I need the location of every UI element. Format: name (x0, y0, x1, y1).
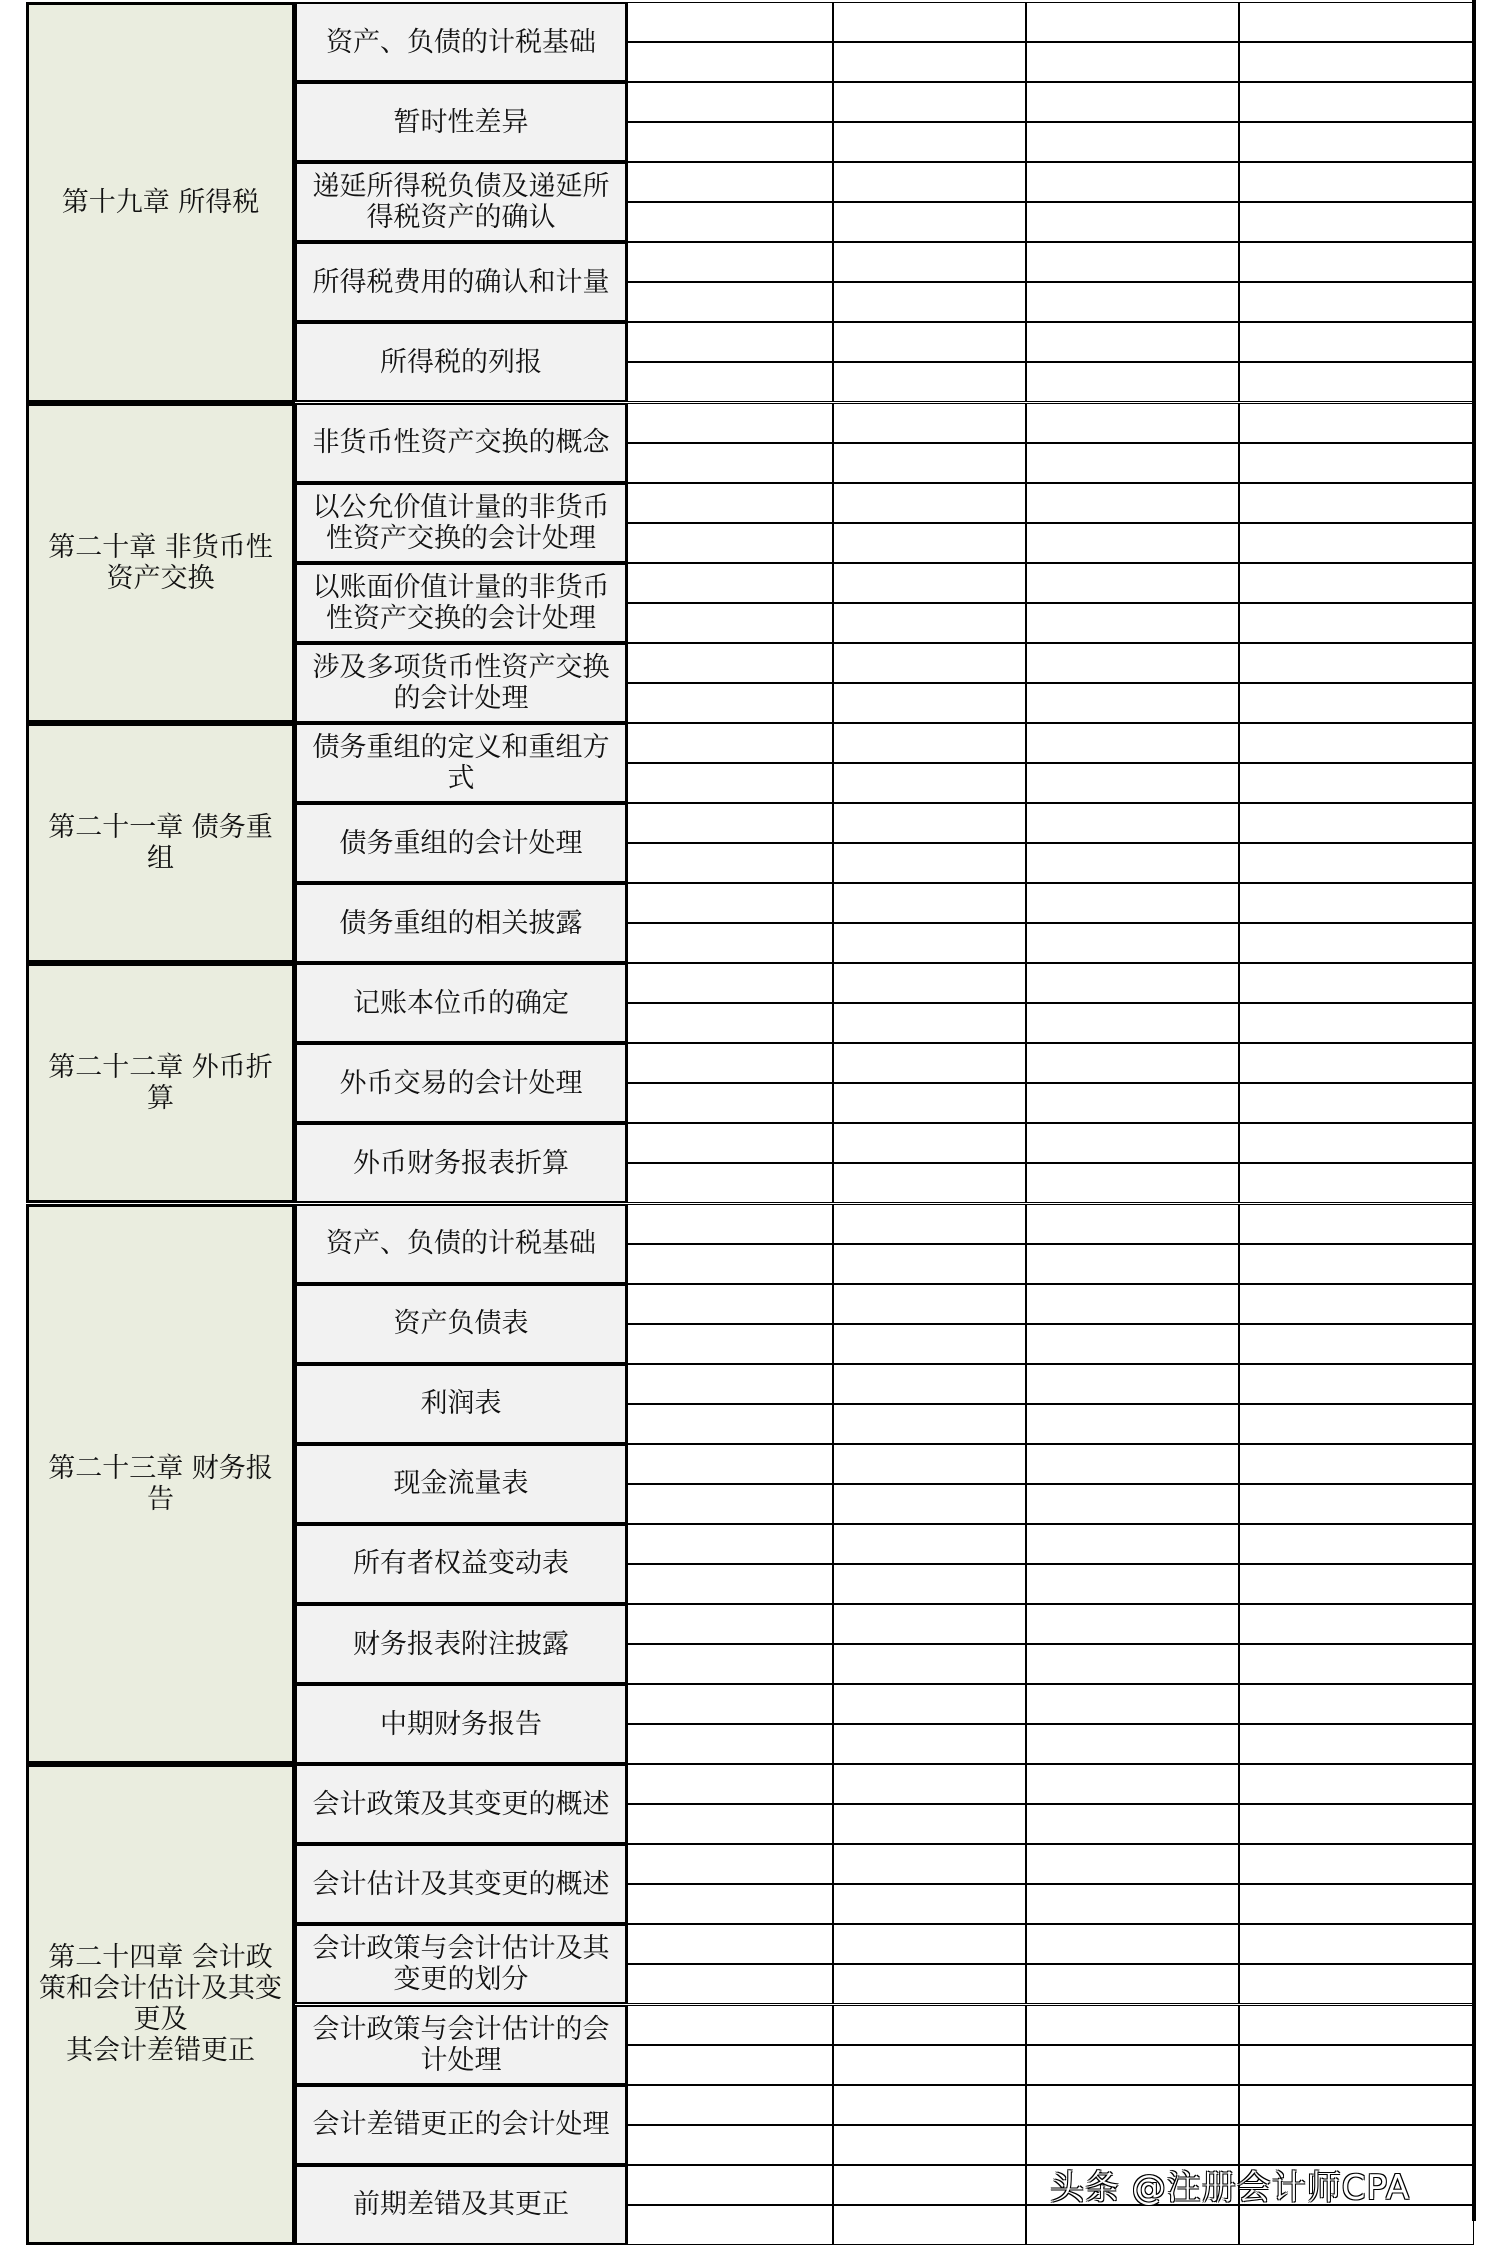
blank-cell[interactable] (1239, 843, 1474, 883)
blank-cell[interactable] (1239, 563, 1474, 603)
blank-cell[interactable] (627, 2125, 833, 2165)
blank-cell[interactable] (1026, 803, 1239, 843)
blank-cell[interactable] (627, 443, 833, 483)
blank-cell[interactable] (1026, 1684, 1239, 1724)
blank-cell[interactable] (1239, 1324, 1474, 1364)
blank-cell[interactable] (1239, 362, 1474, 402)
blank-cell[interactable] (627, 2085, 833, 2125)
topic-cell: 所有者权益变动表 (295, 1524, 627, 1604)
blank-cell[interactable] (1026, 1644, 1239, 1684)
blank-cell[interactable] (1026, 683, 1239, 723)
blank-cell[interactable] (1239, 683, 1474, 723)
topic-cell: 债务重组的会计处理 (295, 803, 627, 883)
blank-cell[interactable] (1239, 1484, 1474, 1524)
topic-cell: 所得税费用的确认和计量 (295, 242, 627, 322)
blank-cell[interactable] (1239, 1844, 1474, 1884)
blank-cell[interactable] (1239, 1684, 1474, 1724)
blank-cell[interactable] (627, 683, 833, 723)
blank-cell[interactable] (1239, 1764, 1474, 1804)
topic-cell: 以公允价值计量的非货币性资产交换的会计处理 (295, 483, 627, 563)
blank-cell[interactable] (1239, 1884, 1474, 1924)
blank-cell[interactable] (1239, 883, 1474, 923)
watermark: 头条 @注册会计师CPA (1050, 2168, 1411, 2208)
blank-cell[interactable] (833, 723, 1026, 763)
blank-cell[interactable] (1026, 523, 1239, 563)
blank-cell[interactable] (1239, 1564, 1474, 1604)
blank-cell[interactable] (1239, 2085, 1474, 2125)
chapter-title: 第二十四章 会计政策和会计估计及其变更及 其会计差错更正 (26, 1764, 295, 2245)
blank-cell[interactable] (627, 1924, 833, 1964)
blank-cell[interactable] (627, 843, 833, 883)
blank-cell[interactable] (833, 1644, 1026, 1684)
blank-cell[interactable] (1026, 1284, 1239, 1324)
blank-cell[interactable] (833, 2125, 1026, 2165)
blank-cell[interactable] (627, 2, 833, 42)
blank-cell[interactable] (1026, 1364, 1239, 1404)
blank-cell[interactable] (1239, 162, 1474, 202)
blank-cell[interactable] (1026, 643, 1239, 683)
blank-cell[interactable] (1239, 1163, 1474, 1203)
blank-cell[interactable] (627, 242, 833, 282)
blank-cell[interactable] (833, 443, 1026, 483)
blank-cell[interactable] (1026, 2045, 1239, 2085)
blank-cell[interactable] (1239, 1604, 1474, 1644)
blank-cell[interactable] (627, 1324, 833, 1364)
blank-cell[interactable] (1026, 1003, 1239, 1043)
topic-cell: 递延所得税负债及递延所得税资产的确认 (295, 162, 627, 242)
blank-cell[interactable] (833, 1284, 1026, 1324)
chapter-title: 第二十三章 财务报告 (26, 1204, 295, 1765)
blank-cell[interactable] (627, 923, 833, 963)
blank-cell[interactable] (833, 1204, 1026, 1244)
blank-cell[interactable] (1026, 2125, 1239, 2165)
blank-cell[interactable] (627, 403, 833, 443)
blank-cell[interactable] (1239, 1524, 1474, 1564)
blank-cell[interactable] (1239, 122, 1474, 162)
topic-cell: 中期财务报告 (295, 1684, 627, 1764)
blank-cell[interactable] (1239, 1003, 1474, 1043)
blank-cell[interactable] (627, 963, 833, 1003)
topic-cell: 所得税的列报 (295, 322, 627, 402)
blank-cell[interactable] (833, 563, 1026, 603)
blank-cell[interactable] (627, 723, 833, 763)
blank-cell[interactable] (1026, 723, 1239, 763)
blank-cell[interactable] (833, 2205, 1026, 2245)
blank-cell[interactable] (1239, 1364, 1474, 1404)
blank-cell[interactable] (833, 523, 1026, 563)
topic-cell: 债务重组的相关披露 (295, 883, 627, 963)
blank-cell[interactable] (1026, 362, 1239, 402)
chapter-title: 第二十章 非货币性资产交换 (26, 403, 295, 723)
blank-cell[interactable] (627, 322, 833, 362)
blank-cell[interactable] (1239, 803, 1474, 843)
blank-cell[interactable] (627, 2045, 833, 2085)
blank-cell[interactable] (833, 1003, 1026, 1043)
blank-cell[interactable] (627, 362, 833, 402)
blank-cell[interactable] (1239, 2045, 1474, 2085)
blank-cell[interactable] (1026, 1123, 1239, 1163)
blank-cell[interactable] (833, 202, 1026, 242)
blank-cell[interactable] (833, 1964, 1026, 2004)
topic-cell: 会计差错更正的会计处理 (295, 2085, 627, 2165)
blank-cell[interactable] (627, 883, 833, 923)
blank-cell[interactable] (833, 923, 1026, 963)
blank-cell[interactable] (833, 803, 1026, 843)
table-right-border (1472, 0, 1476, 2221)
blank-cell[interactable] (833, 1884, 1026, 1924)
blank-cell[interactable] (833, 1163, 1026, 1203)
blank-cell[interactable] (1026, 2, 1239, 42)
topic-cell: 外币交易的会计处理 (295, 1043, 627, 1123)
chapter-title: 第十九章 所得税 (26, 2, 295, 403)
blank-cell[interactable] (1026, 242, 1239, 282)
blank-cell[interactable] (833, 162, 1026, 202)
topic-cell: 财务报表附注披露 (295, 1604, 627, 1684)
topic-cell: 外币财务报表折算 (295, 1123, 627, 1203)
blank-cell[interactable] (1026, 1604, 1239, 1644)
blank-cell[interactable] (627, 1964, 833, 2004)
blank-cell[interactable] (1026, 763, 1239, 803)
blank-cell[interactable] (1239, 82, 1474, 122)
blank-cell[interactable] (627, 162, 833, 202)
blank-cell[interactable] (1026, 923, 1239, 963)
topic-cell: 资产、负债的计税基础 (295, 1204, 627, 1284)
blank-cell[interactable] (833, 242, 1026, 282)
blank-cell[interactable] (1026, 1444, 1239, 1484)
blank-cell[interactable] (1026, 1484, 1239, 1524)
blank-cell[interactable] (833, 1444, 1026, 1484)
blank-cell[interactable] (833, 1043, 1026, 1083)
blank-cell[interactable] (1026, 403, 1239, 443)
blank-cell[interactable] (1239, 1644, 1474, 1684)
blank-cell[interactable] (627, 82, 833, 122)
blank-cell[interactable] (627, 483, 833, 523)
blank-cell[interactable] (1026, 883, 1239, 923)
blank-cell[interactable] (627, 1564, 833, 1604)
blank-cell[interactable] (1026, 1764, 1239, 1804)
blank-cell[interactable] (833, 1364, 1026, 1404)
blank-cell[interactable] (1239, 2125, 1474, 2165)
blank-cell[interactable] (627, 1123, 833, 1163)
blank-cell[interactable] (833, 362, 1026, 402)
blank-cell[interactable] (627, 1804, 833, 1844)
blank-cell[interactable] (1239, 603, 1474, 643)
blank-cell[interactable] (1239, 483, 1474, 523)
blank-cell[interactable] (627, 1043, 833, 1083)
blank-cell[interactable] (1239, 523, 1474, 563)
blank-cell[interactable] (833, 1924, 1026, 1964)
blank-cell[interactable] (833, 1804, 1026, 1844)
blank-cell[interactable] (833, 763, 1026, 803)
blank-cell[interactable] (1026, 1043, 1239, 1083)
blank-cell[interactable] (833, 2005, 1026, 2045)
blank-cell[interactable] (833, 643, 1026, 683)
blank-cell[interactable] (1026, 1804, 1239, 1844)
blank-cell[interactable] (833, 2085, 1026, 2125)
blank-cell[interactable] (627, 603, 833, 643)
blank-cell[interactable] (1026, 443, 1239, 483)
blank-cell[interactable] (833, 603, 1026, 643)
blank-cell[interactable] (627, 1604, 833, 1644)
blank-cell[interactable] (1239, 923, 1474, 963)
blank-cell[interactable] (833, 683, 1026, 723)
blank-cell[interactable] (1026, 1724, 1239, 1764)
blank-cell[interactable] (833, 1484, 1026, 1524)
topic-cell: 现金流量表 (295, 1444, 627, 1524)
blank-cell[interactable] (1239, 1043, 1474, 1083)
blank-cell[interactable] (1239, 42, 1474, 82)
blank-cell[interactable] (1239, 242, 1474, 282)
topic-cell: 资产负债表 (295, 1284, 627, 1364)
blank-cell[interactable] (1239, 1964, 1474, 2004)
blank-cell[interactable] (833, 403, 1026, 443)
blank-cell[interactable] (1026, 1844, 1239, 1884)
blank-cell[interactable] (627, 1844, 833, 1884)
blank-cell[interactable] (1026, 1244, 1239, 1284)
blank-cell[interactable] (1239, 322, 1474, 362)
blank-cell[interactable] (1026, 2205, 1239, 2245)
blank-cell[interactable] (627, 122, 833, 162)
blank-cell[interactable] (1239, 1804, 1474, 1844)
blank-cell[interactable] (1239, 2205, 1474, 2245)
blank-cell[interactable] (627, 1884, 833, 1924)
topic-cell: 以账面价值计量的非货币性资产交换的会计处理 (295, 563, 627, 643)
blank-cell[interactable] (1239, 2, 1474, 42)
topic-cell: 会计估计及其变更的概述 (295, 1844, 627, 1924)
blank-cell[interactable] (833, 82, 1026, 122)
blank-cell[interactable] (833, 322, 1026, 362)
blank-cell[interactable] (1239, 2005, 1474, 2045)
blank-cell[interactable] (627, 1724, 833, 1764)
blank-cell[interactable] (1239, 723, 1474, 763)
blank-cell[interactable] (1239, 1404, 1474, 1444)
blank-cell[interactable] (1026, 563, 1239, 603)
blank-cell[interactable] (627, 202, 833, 242)
blank-cell[interactable] (1239, 643, 1474, 683)
blank-cell[interactable] (1026, 202, 1239, 242)
blank-cell[interactable] (833, 1083, 1026, 1123)
blank-cell[interactable] (627, 1284, 833, 1324)
blank-cell[interactable] (1026, 1884, 1239, 1924)
blank-cell[interactable] (833, 843, 1026, 883)
blank-cell[interactable] (627, 1204, 833, 1244)
blank-cell[interactable] (1026, 2005, 1239, 2045)
topic-cell: 债务重组的定义和重组方式 (295, 723, 627, 803)
blank-cell[interactable] (833, 1244, 1026, 1284)
blank-cell[interactable] (833, 1324, 1026, 1364)
topic-cell: 会计政策与会计估计的会计处理 (295, 2005, 627, 2085)
blank-cell[interactable] (627, 1404, 833, 1444)
blank-cell[interactable] (627, 42, 833, 82)
blank-cell[interactable] (1239, 1444, 1474, 1484)
chapter-title: 第二十一章 债务重组 (26, 723, 295, 963)
blank-cell[interactable] (1239, 443, 1474, 483)
blank-cell[interactable] (1239, 1204, 1474, 1244)
blank-cell[interactable] (1239, 963, 1474, 1003)
blank-cell[interactable] (1239, 403, 1474, 443)
blank-cell[interactable] (1026, 82, 1239, 122)
topic-cell: 利润表 (295, 1364, 627, 1444)
blank-cell[interactable] (1026, 1404, 1239, 1444)
blank-cell[interactable] (1026, 1204, 1239, 1244)
blank-cell[interactable] (1239, 1284, 1474, 1324)
blank-cell[interactable] (627, 1644, 833, 1684)
topic-cell: 会计政策及其变更的概述 (295, 1764, 627, 1844)
blank-cell[interactable] (627, 1484, 833, 1524)
blank-cell[interactable] (627, 523, 833, 563)
blank-cell[interactable] (833, 1524, 1026, 1564)
blank-cell[interactable] (627, 643, 833, 683)
blank-cell[interactable] (833, 282, 1026, 322)
blank-cell[interactable] (1239, 1924, 1474, 1964)
blank-cell[interactable] (1239, 282, 1474, 322)
blank-cell[interactable] (627, 2005, 833, 2045)
blank-cell[interactable] (1026, 162, 1239, 202)
blank-cell[interactable] (833, 2, 1026, 42)
chapter-title: 第二十二章 外币折算 (26, 963, 295, 1203)
blank-cell[interactable] (1026, 963, 1239, 1003)
blank-cell[interactable] (1239, 1083, 1474, 1123)
blank-cell[interactable] (627, 763, 833, 803)
topic-cell: 会计政策与会计估计及其变更的划分 (295, 1924, 627, 2004)
blank-cell[interactable] (1239, 202, 1474, 242)
blank-cell[interactable] (627, 1684, 833, 1724)
topic-cell: 涉及多项货币性资产交换的会计处理 (295, 643, 627, 723)
blank-cell[interactable] (833, 883, 1026, 923)
blank-cell[interactable] (1026, 1564, 1239, 1604)
blank-cell[interactable] (1026, 603, 1239, 643)
blank-cell[interactable] (833, 483, 1026, 523)
blank-cell[interactable] (1026, 122, 1239, 162)
blank-cell[interactable] (1239, 1724, 1474, 1764)
blank-cell[interactable] (1026, 322, 1239, 362)
blank-cell[interactable] (1026, 1083, 1239, 1123)
blank-cell[interactable] (833, 1844, 1026, 1884)
blank-cell[interactable] (627, 2165, 833, 2205)
blank-cell[interactable] (833, 1123, 1026, 1163)
blank-cell[interactable] (627, 1764, 833, 1804)
blank-cell[interactable] (1026, 1964, 1239, 2004)
blank-cell[interactable] (1239, 1123, 1474, 1163)
blank-cell[interactable] (1026, 1163, 1239, 1203)
blank-cell[interactable] (833, 1604, 1026, 1644)
blank-cell[interactable] (833, 1564, 1026, 1604)
topic-cell: 暂时性差异 (295, 82, 627, 162)
topic-cell: 记账本位币的确定 (295, 963, 627, 1043)
blank-cell[interactable] (627, 1003, 833, 1043)
topic-cell: 资产、负债的计税基础 (295, 2, 627, 82)
blank-cell[interactable] (627, 803, 833, 843)
blank-cell[interactable] (833, 1764, 1026, 1804)
blank-cell[interactable] (833, 122, 1026, 162)
blank-cell[interactable] (627, 1244, 833, 1284)
blank-cell[interactable] (1026, 1524, 1239, 1564)
blank-cell[interactable] (1026, 1324, 1239, 1364)
topic-cell: 前期差错及其更正 (295, 2165, 627, 2245)
blank-cell[interactable] (833, 1724, 1026, 1764)
topic-cell: 非货币性资产交换的概念 (295, 403, 627, 483)
blank-cell[interactable] (1026, 483, 1239, 523)
blank-cell[interactable] (833, 1404, 1026, 1444)
blank-cell[interactable] (833, 2165, 1026, 2205)
blank-cell[interactable] (1239, 1244, 1474, 1284)
blank-cell[interactable] (627, 2205, 833, 2245)
blank-cell[interactable] (833, 1684, 1026, 1724)
blank-cell[interactable] (627, 1364, 833, 1404)
blank-cell[interactable] (833, 42, 1026, 82)
blank-cell[interactable] (833, 963, 1026, 1003)
blank-cell[interactable] (1026, 42, 1239, 82)
blank-cell[interactable] (1026, 2085, 1239, 2125)
blank-cell[interactable] (833, 2045, 1026, 2085)
blank-cell[interactable] (627, 1444, 833, 1484)
blank-cell[interactable] (1026, 282, 1239, 322)
blank-cell[interactable] (1239, 763, 1474, 803)
blank-cell[interactable] (627, 1524, 833, 1564)
blank-cell[interactable] (627, 282, 833, 322)
blank-cell[interactable] (1026, 1924, 1239, 1964)
blank-cell[interactable] (627, 1083, 833, 1123)
blank-cell[interactable] (627, 1163, 833, 1203)
blank-cell[interactable] (1026, 843, 1239, 883)
blank-cell[interactable] (627, 563, 833, 603)
